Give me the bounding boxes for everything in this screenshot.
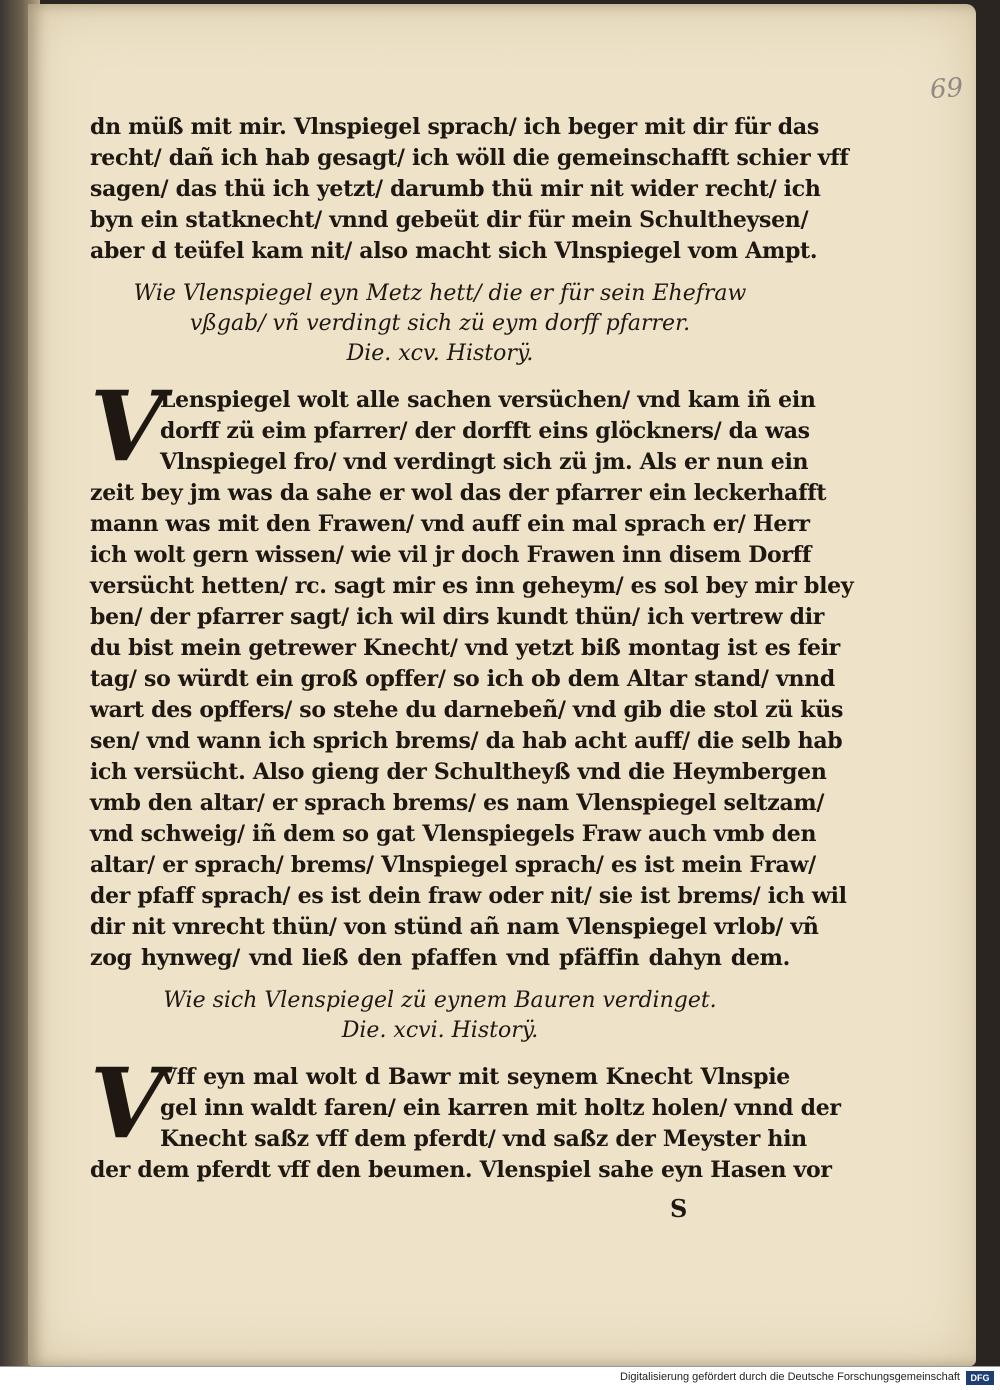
paragraph [90, 370, 854, 974]
paragraph [90, 1047, 841, 1186]
text-line: aber d teüfel kam nit/ also macht sich Vlnspiegel vom Ampt. [90, 238, 818, 264]
drop-cap: V [90, 370, 165, 483]
text-line: vmb den altar/ er sprach brems/ es nam Vlenspiegel seltzam/ [90, 790, 825, 816]
text-line: recht/ dañ ich hab gesagt/ ich wöll die gemeinschafft schier vff [90, 145, 849, 171]
text-line: der dem pferdt vff den beumen. Vlenspiel sahe eyn Hasen vor [90, 1157, 832, 1183]
text-line: ich versücht. Also gieng der Schultheyß vnd die Heymbergen [90, 759, 827, 785]
folio-number: 69 [928, 72, 965, 106]
footer-bar [0, 1366, 1000, 1390]
dfg-logo: DFG [966, 1371, 994, 1385]
text-line: ich wolt gern wissen/ wie vil jr doch Frawen inn disem Dorff [90, 542, 812, 568]
chapter-number: Die. xcv. Historÿ. [346, 341, 534, 366]
text-line: Knecht saßz vff dem pferdt/ vnd saßz der Meyster hin [160, 1126, 807, 1152]
text-line: vnd schweig/ iñ dem so gat Vlenspiegels Fraw auch vmb den [90, 821, 817, 847]
text-line: Vlnspiegel fro/ vnd verdingt sich zü jm. Als er nun ein [160, 449, 809, 475]
chapter-heading-line: vßgab/ vñ verdingt sich zü eym dorff pfarrer. [189, 311, 691, 336]
drop-cap: V [90, 1047, 165, 1160]
catchword: S [670, 1194, 688, 1223]
chapter-heading-line: Wie sich Vlenspiegel zü eynem Bauren verdinget. [163, 988, 717, 1013]
text-line: zog hynweg/ vnd ließ den pfaffen vnd pfäffin dahyn dem. [90, 945, 790, 971]
text-block [90, 112, 854, 1186]
chapter-number: Die. xcvi. Historÿ. [341, 1018, 539, 1043]
text-line: ben/ der pfarrer sagt/ ich wil dirs kundt thün/ ich vertrew dir [90, 604, 825, 630]
text-line: byn ein statknecht/ vnnd gebeüt dir für mein Schultheysen/ [90, 207, 809, 233]
text-line: dn müß mit mir. Vlnspiegel sprach/ ich beger mit dir für das [90, 114, 819, 140]
text-line: zeit bey jm was da sahe er wol das der pfarrer ein leckerhafft [90, 480, 827, 506]
text-line: sagen/ das thü ich yetzt/ darumb thü mir nit wider recht/ ich [90, 176, 821, 202]
text-line: der pfaff sprach/ es ist dein fraw oder nit/ sie ist brems/ ich wil [90, 883, 847, 909]
text-line: tag/ so würdt ein groß opffer/ so ich ob dem Altar stand/ vnnd [90, 666, 835, 692]
text-line: mann was mit den Frawen/ vnd auff ein mal sprach er/ Herr [90, 511, 810, 537]
funding-credit: Digitalisierung gefördert durch die Deutsche Forschungsgemeinschaft [620, 1371, 960, 1383]
text-line: altar/ er sprach/ brems/ Vlnspiegel sprach/ es ist mein Fraw/ [90, 852, 816, 878]
chapter-heading-line: Wie Vlenspiegel eyn Metz hett/ die er für sein Ehefraw [133, 281, 747, 306]
text-line: versücht hetten/ rc. sagt mir es inn geheym/ es sol bey mir bley [90, 573, 854, 599]
text-line: Lenspiegel wolt alle sachen versüchen/ vnd kam iñ ein [160, 387, 816, 413]
text-line: gel inn waldt faren/ ein karren mit holtz holen/ vnnd der [160, 1095, 841, 1121]
text-line: Vff eyn mal wolt d Bawr mit seynem Knecht Vlnspie [160, 1064, 790, 1090]
text-line: dorff zü eim pfarrer/ der dorfft eins glöckners/ da was [160, 418, 810, 444]
text-line: dir nit vnrecht thün/ von stünd añ nam Vlenspiegel vrlob/ vñ [90, 914, 819, 940]
text-line: du bist mein getrewer Knecht/ vnd yetzt biß montag ist es feir [90, 635, 840, 661]
text-line: sen/ vnd wann ich sprich brems/ da hab acht auff/ die selb hab [90, 728, 843, 754]
text-line: wart des opffers/ so stehe du darnebeñ/ vnd gib die stol zü küs [90, 697, 844, 723]
